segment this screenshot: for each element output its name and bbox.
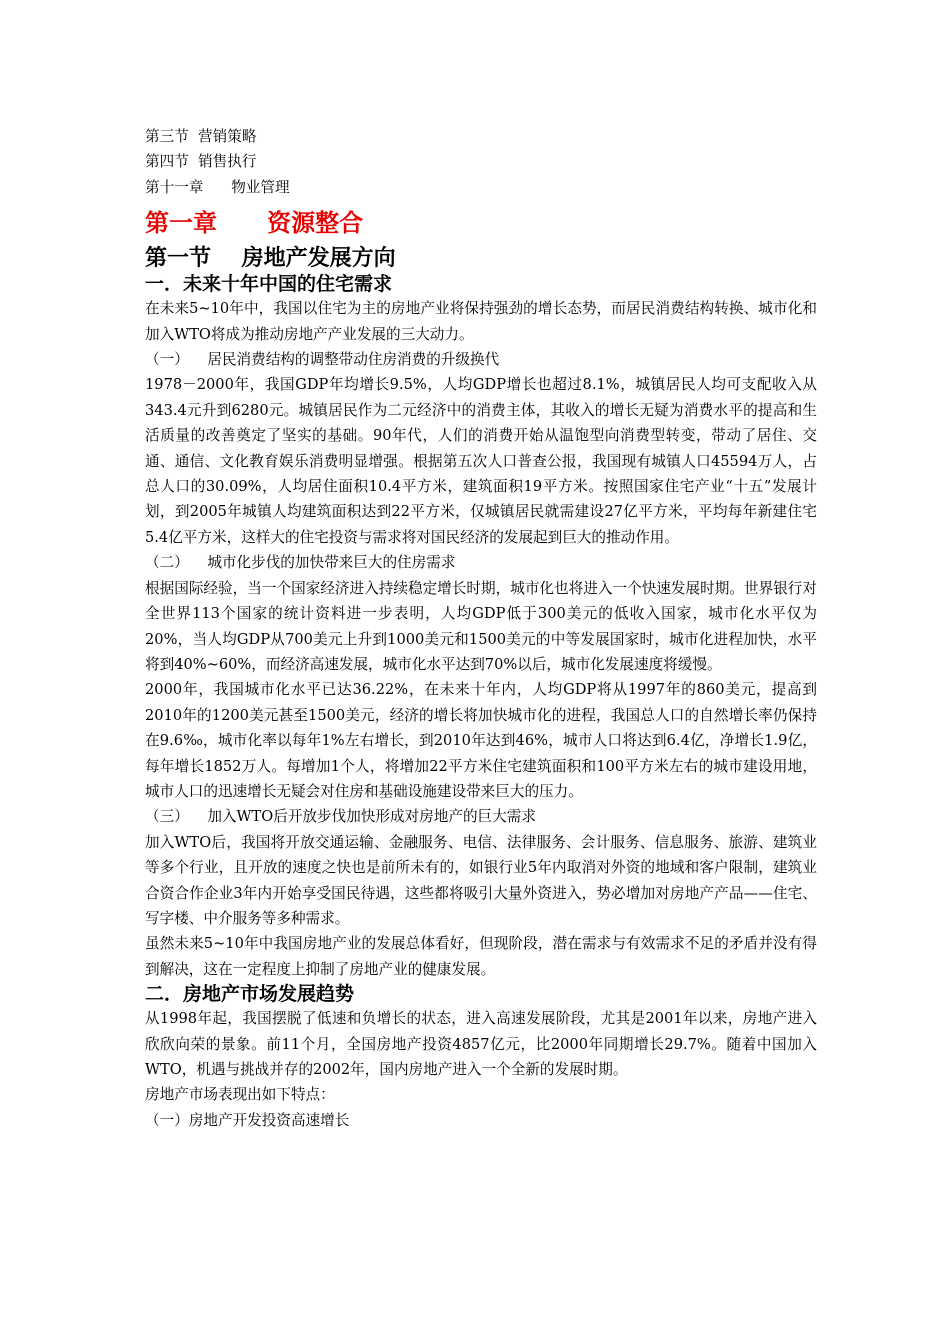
part1-conclusion: 虽然未来5~10年中我国房地产业的发展总体看好，但现阶段，潜在需求与有效需求不足的矛盾并没有得到解决，这在一定程度上抑制了房地产业的健康发展。 xyxy=(145,935,817,978)
part1-sub2-text1: 根据国际经验，当一个国家经济进入持续稳定增长时期，城市化也将进入一个快速发展时期。世界银行对全世界113个国家的统计资料进一步表明，人均GDP低于300美元的低收入国家，城市化水平仅为20%，当人均GDP从700美元上升到1000美元和1500美元的中等发展国家时，城市化进程加快，水平将到40%~60%，而经济高速发展，城市化水平达到70%以后，城市化发展速度将缓慢。 xyxy=(145,579,817,673)
part2-sub1-title: （一）房地产开发投资高速增长 xyxy=(145,1111,350,1129)
part1-sub3-title: （三） 加入WTO后开放步伐加快形成对房地产的巨大需求 xyxy=(145,808,536,826)
part1-sub1-title: （一） 居民消费结构的调整带动住房消费的升级换代 xyxy=(145,351,500,369)
part2-text1: 从1998年起，我国摆脱了低速和负增长的状态，进入高速发展阶段，尤其是2001年以来，房地产进入欣欣向荣的景象。前11个月，全国房地产投资4857亿元，比2000年同期增长29.7%。随着中国加入WTO，机遇与挑战并存的2002年，国内房地产进入一个全新的发展时期。 xyxy=(145,1010,817,1078)
part1-sub1-text: 1978－2000年，我国GDP年均增长9.5%，人均GDP增长也超过8.1%，城镇居民人均可支配收入从343.4元升到6280元。城镇居民作为二元经济中的消费主体，其收入的增长无疑为消费水平的提高和生活质量的改善奠定了坚实的基础。90年代，人们的消费开始从温饱型向消费型转变，带动了居住、交通、通信、文化教育娱乐消费明显增强。根据第五次人口普查公报，我国现有城镇人口45594万人，占总人口的30.09%，人均居住面积10.4平方米，建筑面积19平方米。按照国家住宅产业“十五”发展计划，到2005年城镇人均建筑面积达到22平方米，仅城镇居民就需建设27亿平方米，平均每年新建住宅5.4亿平方米，这样大的住宅投资与需求将对国民经济的发展起到巨大的推动作用。 xyxy=(145,376,817,546)
part2-heading: 二．房地产市场发展趋势 xyxy=(145,983,355,1006)
part1-sub2-text2: 2000年，我国城市化水平已达36.22%，在未来十年内，人均GDP将从1997年的860美元，提高到2010年的1200美元甚至1500美元，经济的增长将加快城市化的进程，我国总人口的自然增长率仍保持在9.6‰，城市化率以每年1%左右增长，到2010年达到46%，城市人口将达到6.4亿，净增长1.9亿，每年增长1852万人。每增加1个人，将增加22平方米住宅建筑面积和100平方米左右的城市建设用地，城市人口的迅速增长无疑会对住房和基础设施建设带来巨大的压力。 xyxy=(145,681,817,800)
section-title: 第一节 房地产发展方向 xyxy=(145,245,396,272)
part2-text2: 房地产市场表现出如下特点： xyxy=(145,1086,335,1104)
part1-sub3-text: 加入WTO后，我国将开放交通运输、金融服务、电信、法律服务、会计服务、信息服务、旅游、建筑业等多个行业，且开放的速度之快也是前所未有的，如银行业5年内取消对外资的地域和客户限制，建筑业合资合作企业3年内开始享受国民待遇，这些都将吸引大量外资进入，势必增加对房地产产品——住宅、写字楼、中介服务等多种需求。 xyxy=(145,833,817,927)
part1-heading: 一．未来十年中国的住宅需求 xyxy=(145,273,393,296)
part1-sub2-title: （二） 城市化步伐的加快带来巨大的住房需求 xyxy=(145,554,456,572)
chapter-title: 第一章 资源整合 xyxy=(145,208,364,238)
toc-line-marketing: 第三节 营销策略 xyxy=(145,128,257,145)
part1-intro: 在未来5~10年中，我国以住宅为主的房地产业将保持强劲的增长态势，而居民消费结构转换、城市化和加入WTO将成为推动房地产产业发展的三大动力。 xyxy=(145,300,817,343)
toc-line-sales: 第四节 销售执行 xyxy=(145,153,257,171)
toc-line-property: 第十一章 物业管理 xyxy=(145,178,290,196)
document-body xyxy=(145,124,817,1133)
